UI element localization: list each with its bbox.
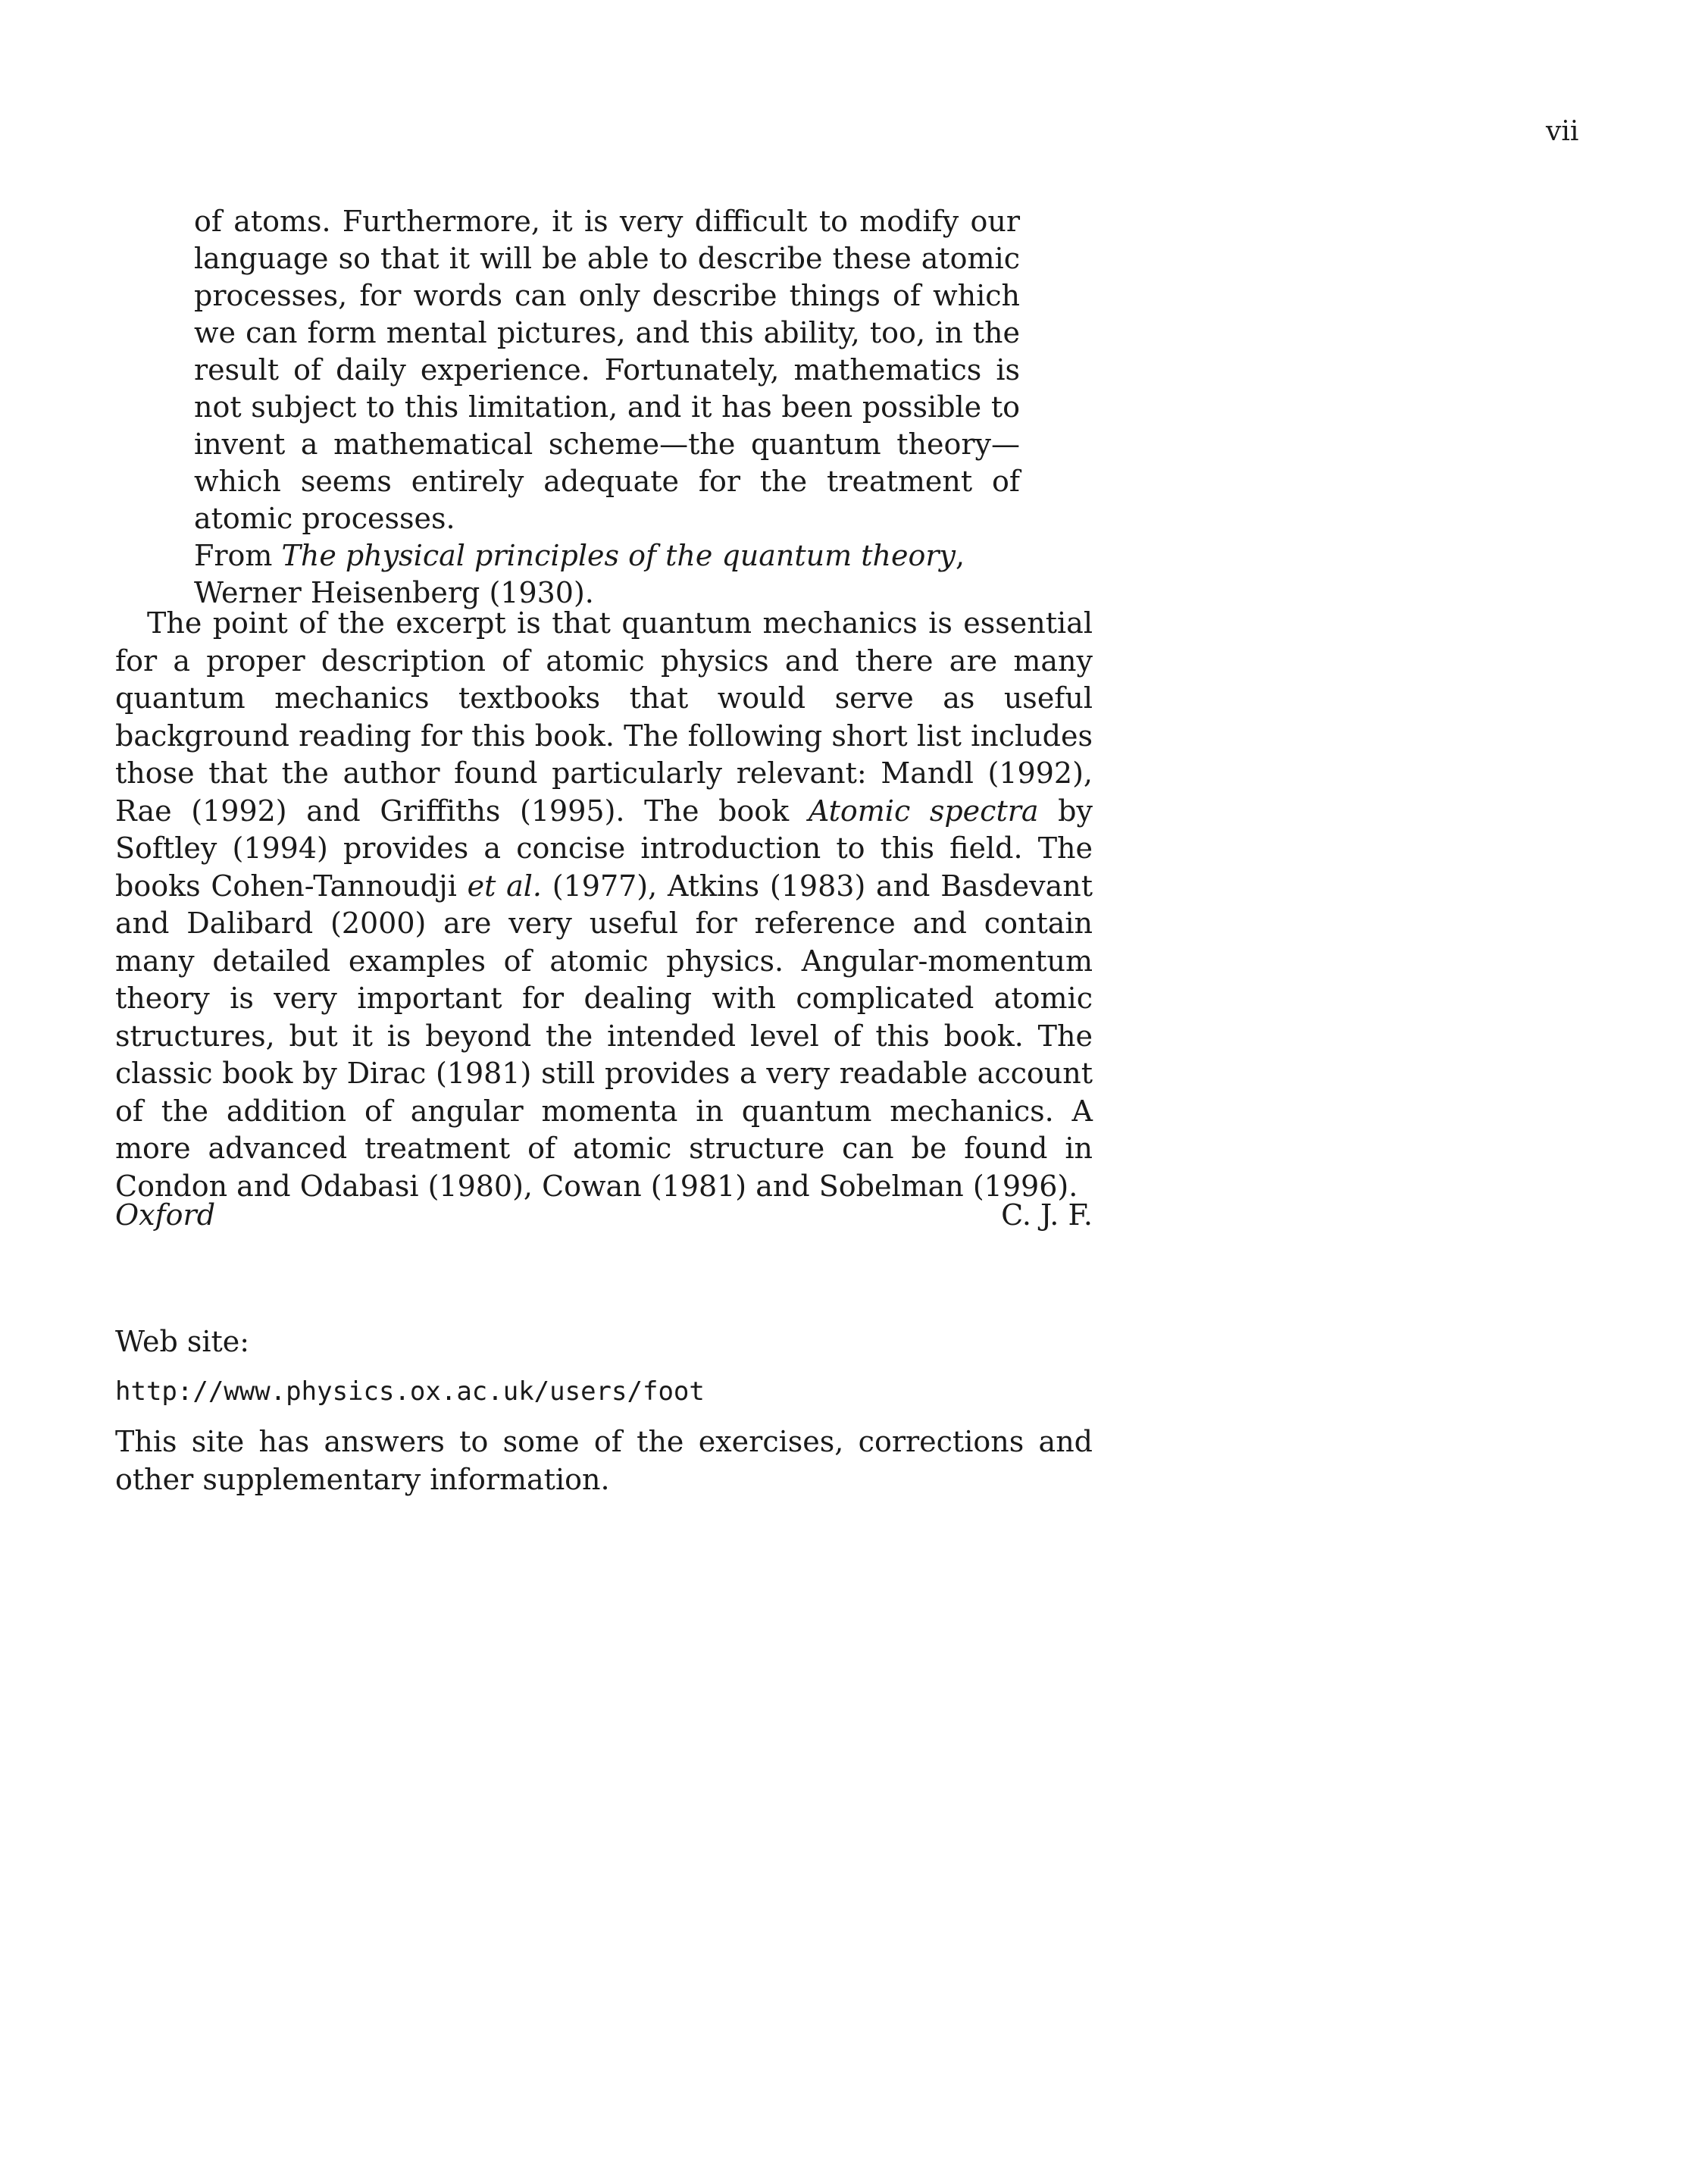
quote-source-title: The physical principles of the quantum theory [281,539,956,572]
quote-source [194,537,1020,612]
heisenberg-quote [194,203,1020,612]
website-section [115,1323,1093,1498]
website-url: http://www.physics.ox.ac.uk/users/foot [115,1376,705,1407]
body-text-part-c: (1977), Atkins (1983) and Basdevant and Dalibard (2000) are very useful for reference and contain many detailed examples of atomic physics. Angular-momentum theory is very important for dealing with complicated atomic structures, but it is beyond the intended level of this book. The classic book by Dirac (1981) still provides a very readable account of the addition of angular momenta in quantum mechanics. A more advanced treatment of atomic structure can be found in Condon and Odabasi (1980), Cowan (1981) and Sobelman (1996). [115,869,1093,1203]
quote-text: of atoms. Furthermore, it is very difficult to modify our language so that it will be able to describe these atomic processes, for words can only describe things of which we can form mental pictures, and this ability, too, in the result of daily experience. Fortunately, mathematics is not subject to this limitation, and it has been possible to invent a mathematical scheme—the quantum theory—which seems entirely adequate for the treatment of atomic processes. [194,205,1020,535]
et-al: et al. [467,869,543,903]
quote-source-prefix: From [194,539,282,572]
signature-place: Oxford [115,1198,216,1232]
signature-line [115,1196,1093,1234]
page-number: vii [1546,116,1579,147]
body-text-part-a: The point of the excerpt is that quantum mechanics is essential for a proper description of atomic physics and there are many quantum mechanics textbooks that would serve as useful background reading for this book. The following short list includes those that the author found particularly relevant: Mandl (1992), Rae (1992) and Griffiths (1995). The book [115,606,1093,828]
book-title-atomic-spectra: Atomic spectra [808,794,1039,828]
signature-initials: C. J. F. [1001,1198,1093,1232]
body-paragraph [115,605,1093,1205]
main-text [115,605,1093,1205]
quote-source-suffix: , Werner Heisenberg (1930). [194,539,965,609]
website-note: This site has answers to some of the exercises, corrections and other supplementary information. [115,1425,1093,1496]
body-text-part-b: by Softley (1994) provides a concise introduction to this field. The books Cohen-Tannoudji [115,794,1093,903]
website-label: Web site: [115,1325,250,1358]
